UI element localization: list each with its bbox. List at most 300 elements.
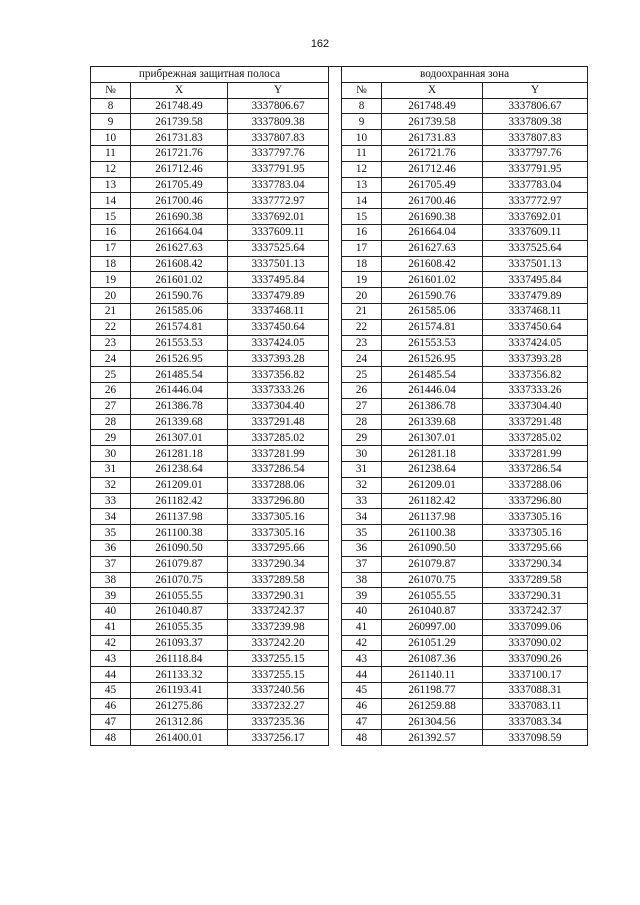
right-cell-number: 40 <box>342 604 382 620</box>
left-cell-y: 3337295.66 <box>228 540 329 556</box>
table-gap <box>329 698 342 714</box>
right-cell-x: 261055.55 <box>382 588 483 604</box>
table-gap <box>329 461 342 477</box>
table-row <box>91 382 588 398</box>
left-cell-x: 261070.75 <box>131 572 228 588</box>
table-gap <box>329 288 342 304</box>
right-cell-x: 261748.49 <box>382 98 483 114</box>
left-header-number: № <box>91 82 131 98</box>
right-cell-number: 25 <box>342 367 382 383</box>
left-cell-x: 261731.83 <box>131 130 228 146</box>
right-cell-y: 3337791.95 <box>483 161 588 177</box>
table-row <box>91 161 588 177</box>
right-cell-x: 261087.36 <box>382 651 483 667</box>
left-cell-x: 261400.01 <box>131 730 228 746</box>
table-gap <box>329 82 342 98</box>
left-cell-y: 3337609.11 <box>228 224 329 240</box>
left-cell-y: 3337290.34 <box>228 556 329 572</box>
left-cell-x: 261721.76 <box>131 145 228 161</box>
table-row <box>91 730 588 746</box>
left-cell-number: 31 <box>91 461 131 477</box>
right-cell-x: 261238.64 <box>382 461 483 477</box>
table-gap <box>329 382 342 398</box>
left-cell-y: 3337450.64 <box>228 319 329 335</box>
table-row <box>91 604 588 620</box>
table-row <box>91 256 588 272</box>
left-cell-number: 29 <box>91 430 131 446</box>
right-cell-number: 30 <box>342 446 382 462</box>
left-cell-y: 3337692.01 <box>228 209 329 225</box>
left-cell-x: 261553.53 <box>131 335 228 351</box>
right-cell-number: 12 <box>342 161 382 177</box>
left-cell-y: 3337285.02 <box>228 430 329 446</box>
left-cell-number: 24 <box>91 351 131 367</box>
left-cell-x: 261627.63 <box>131 240 228 256</box>
left-cell-x: 261133.32 <box>131 667 228 683</box>
left-cell-number: 12 <box>91 161 131 177</box>
table-gap <box>329 130 342 146</box>
left-cell-y: 3337255.15 <box>228 667 329 683</box>
table-row <box>91 367 588 383</box>
left-cell-x: 261238.64 <box>131 461 228 477</box>
left-cell-x: 261040.87 <box>131 604 228 620</box>
left-cell-x: 261312.86 <box>131 714 228 730</box>
right-cell-y: 3337468.11 <box>483 303 588 319</box>
table-gap <box>329 177 342 193</box>
right-cell-x: 261705.49 <box>382 177 483 193</box>
right-cell-y: 3337090.02 <box>483 635 588 651</box>
table-gap <box>329 588 342 604</box>
left-cell-number: 41 <box>91 619 131 635</box>
left-cell-number: 13 <box>91 177 131 193</box>
table-row <box>91 667 588 683</box>
left-cell-x: 261118.84 <box>131 651 228 667</box>
table-row <box>91 224 588 240</box>
left-cell-y: 3337240.56 <box>228 683 329 699</box>
right-cell-x: 261585.06 <box>382 303 483 319</box>
table-row <box>91 114 588 130</box>
right-cell-y: 3337281.99 <box>483 446 588 462</box>
right-cell-y: 3337290.34 <box>483 556 588 572</box>
left-table-title: прибрежная защитная полоса <box>91 67 329 83</box>
right-cell-number: 13 <box>342 177 382 193</box>
right-cell-y: 3337692.01 <box>483 209 588 225</box>
table-gap <box>329 509 342 525</box>
right-cell-x: 261553.53 <box>382 335 483 351</box>
left-cell-number: 43 <box>91 651 131 667</box>
right-cell-number: 33 <box>342 493 382 509</box>
right-cell-x: 261100.38 <box>382 525 483 541</box>
left-cell-y: 3337525.64 <box>228 240 329 256</box>
left-cell-y: 3337356.82 <box>228 367 329 383</box>
right-cell-number: 45 <box>342 683 382 699</box>
right-cell-number: 47 <box>342 714 382 730</box>
table-gap <box>329 635 342 651</box>
right-cell-y: 3337295.66 <box>483 540 588 556</box>
right-cell-x: 261281.18 <box>382 446 483 462</box>
right-cell-x: 261040.87 <box>382 604 483 620</box>
right-cell-y: 3337609.11 <box>483 224 588 240</box>
left-cell-number: 18 <box>91 256 131 272</box>
left-cell-number: 39 <box>91 588 131 604</box>
right-cell-x: 261307.01 <box>382 430 483 446</box>
table-row <box>91 430 588 446</box>
table-gap <box>329 256 342 272</box>
right-cell-x: 261608.42 <box>382 256 483 272</box>
left-cell-number: 28 <box>91 414 131 430</box>
right-cell-y: 3337305.16 <box>483 525 588 541</box>
table-row <box>91 556 588 572</box>
right-cell-number: 9 <box>342 114 382 130</box>
right-cell-x: 261731.83 <box>382 130 483 146</box>
right-cell-number: 31 <box>342 461 382 477</box>
right-cell-x: 261051.29 <box>382 635 483 651</box>
table-gap <box>329 477 342 493</box>
table-gap <box>329 651 342 667</box>
left-cell-number: 11 <box>91 145 131 161</box>
right-cell-number: 24 <box>342 351 382 367</box>
right-header-number: № <box>342 82 382 98</box>
table-row <box>91 398 588 414</box>
left-cell-x: 261574.81 <box>131 319 228 335</box>
left-cell-number: 8 <box>91 98 131 114</box>
right-cell-y: 3337424.05 <box>483 335 588 351</box>
table-row <box>91 619 588 635</box>
right-cell-number: 21 <box>342 303 382 319</box>
left-header-y: Y <box>228 82 329 98</box>
right-cell-x: 261574.81 <box>382 319 483 335</box>
right-cell-y: 3337098.59 <box>483 730 588 746</box>
right-cell-y: 3337495.84 <box>483 272 588 288</box>
left-cell-y: 3337305.16 <box>228 525 329 541</box>
left-cell-y: 3337286.54 <box>228 461 329 477</box>
right-cell-y: 3337090.26 <box>483 651 588 667</box>
left-cell-x: 261339.68 <box>131 414 228 430</box>
left-cell-y: 3337807.83 <box>228 130 329 146</box>
right-cell-y: 3337289.58 <box>483 572 588 588</box>
left-cell-y: 3337797.76 <box>228 145 329 161</box>
table-gap <box>329 193 342 209</box>
table-row <box>91 145 588 161</box>
left-cell-number: 46 <box>91 698 131 714</box>
left-cell-y: 3337289.58 <box>228 572 329 588</box>
right-cell-y: 3337100.17 <box>483 667 588 683</box>
right-cell-number: 14 <box>342 193 382 209</box>
right-cell-y: 3337450.64 <box>483 319 588 335</box>
table-gap <box>329 114 342 130</box>
table-gap <box>329 446 342 462</box>
right-cell-number: 39 <box>342 588 382 604</box>
table-row <box>91 272 588 288</box>
left-cell-y: 3337296.80 <box>228 493 329 509</box>
left-cell-x: 261705.49 <box>131 177 228 193</box>
table-row <box>91 683 588 699</box>
table-row <box>91 130 588 146</box>
left-cell-number: 9 <box>91 114 131 130</box>
left-cell-number: 47 <box>91 714 131 730</box>
left-cell-x: 261100.38 <box>131 525 228 541</box>
table-gap <box>329 604 342 620</box>
table-row <box>91 414 588 430</box>
left-cell-x: 261664.04 <box>131 224 228 240</box>
right-cell-number: 38 <box>342 572 382 588</box>
table-gap <box>329 240 342 256</box>
table-gap <box>329 398 342 414</box>
table-row <box>91 177 588 193</box>
right-cell-x: 261137.98 <box>382 509 483 525</box>
left-cell-y: 3337239.98 <box>228 619 329 635</box>
table-gap <box>329 525 342 541</box>
table-row <box>91 588 588 604</box>
left-cell-x: 261182.42 <box>131 493 228 509</box>
right-cell-x: 261690.38 <box>382 209 483 225</box>
right-cell-y: 3337304.40 <box>483 398 588 414</box>
left-cell-number: 27 <box>91 398 131 414</box>
right-cell-x: 261739.58 <box>382 114 483 130</box>
table-header-row <box>91 82 588 98</box>
table-row <box>91 461 588 477</box>
left-cell-number: 20 <box>91 288 131 304</box>
left-cell-number: 23 <box>91 335 131 351</box>
left-cell-x: 261137.98 <box>131 509 228 525</box>
left-cell-number: 32 <box>91 477 131 493</box>
right-cell-x: 260997.00 <box>382 619 483 635</box>
left-cell-y: 3337468.11 <box>228 303 329 319</box>
right-cell-x: 261712.46 <box>382 161 483 177</box>
table-gap <box>329 556 342 572</box>
left-cell-number: 42 <box>91 635 131 651</box>
left-cell-x: 261090.50 <box>131 540 228 556</box>
left-cell-y: 3337242.20 <box>228 635 329 651</box>
right-cell-x: 261386.78 <box>382 398 483 414</box>
left-cell-y: 3337256.17 <box>228 730 329 746</box>
left-cell-x: 261307.01 <box>131 430 228 446</box>
left-cell-number: 48 <box>91 730 131 746</box>
table-gap <box>329 319 342 335</box>
right-cell-x: 261664.04 <box>382 224 483 240</box>
table-gap <box>329 493 342 509</box>
left-cell-y: 3337232.27 <box>228 698 329 714</box>
right-cell-x: 261627.63 <box>382 240 483 256</box>
left-cell-x: 261193.41 <box>131 683 228 699</box>
table-row <box>91 651 588 667</box>
left-cell-y: 3337501.13 <box>228 256 329 272</box>
right-cell-y: 3337806.67 <box>483 98 588 114</box>
right-cell-x: 261721.76 <box>382 145 483 161</box>
right-cell-number: 22 <box>342 319 382 335</box>
table-gap <box>329 572 342 588</box>
left-cell-y: 3337783.04 <box>228 177 329 193</box>
table-row <box>91 240 588 256</box>
left-cell-x: 261712.46 <box>131 161 228 177</box>
right-cell-x: 261392.57 <box>382 730 483 746</box>
left-cell-y: 3337255.15 <box>228 651 329 667</box>
right-cell-x: 261140.11 <box>382 667 483 683</box>
left-cell-y: 3337393.28 <box>228 351 329 367</box>
right-cell-y: 3337288.06 <box>483 477 588 493</box>
table-row <box>91 303 588 319</box>
right-cell-y: 3337088.31 <box>483 683 588 699</box>
left-cell-y: 3337333.26 <box>228 382 329 398</box>
table-gap <box>329 414 342 430</box>
table-gap <box>329 367 342 383</box>
right-table-title: водоохранная зона <box>342 67 588 83</box>
left-cell-x: 261446.04 <box>131 382 228 398</box>
right-cell-number: 26 <box>342 382 382 398</box>
table-gap <box>329 224 342 240</box>
left-cell-x: 261585.06 <box>131 303 228 319</box>
left-cell-number: 38 <box>91 572 131 588</box>
left-cell-x: 261748.49 <box>131 98 228 114</box>
table-row <box>91 209 588 225</box>
right-cell-number: 27 <box>342 398 382 414</box>
table-gap <box>329 335 342 351</box>
right-cell-y: 3337809.38 <box>483 114 588 130</box>
table-gap <box>329 351 342 367</box>
right-cell-y: 3337393.28 <box>483 351 588 367</box>
left-cell-x: 261608.42 <box>131 256 228 272</box>
table-gap <box>329 430 342 446</box>
right-cell-number: 37 <box>342 556 382 572</box>
table-gap <box>329 714 342 730</box>
right-cell-x: 261259.88 <box>382 698 483 714</box>
left-cell-number: 16 <box>91 224 131 240</box>
table-gap <box>329 209 342 225</box>
left-cell-x: 261526.95 <box>131 351 228 367</box>
left-cell-number: 36 <box>91 540 131 556</box>
left-cell-y: 3337288.06 <box>228 477 329 493</box>
left-cell-x: 261055.55 <box>131 588 228 604</box>
left-cell-number: 45 <box>91 683 131 699</box>
right-cell-y: 3337783.04 <box>483 177 588 193</box>
left-cell-y: 3337424.05 <box>228 335 329 351</box>
left-cell-number: 30 <box>91 446 131 462</box>
left-cell-y: 3337495.84 <box>228 272 329 288</box>
left-cell-y: 3337479.89 <box>228 288 329 304</box>
left-cell-number: 25 <box>91 367 131 383</box>
right-cell-x: 261700.46 <box>382 193 483 209</box>
right-cell-y: 3337083.11 <box>483 698 588 714</box>
left-cell-x: 261275.86 <box>131 698 228 714</box>
left-cell-x: 261079.87 <box>131 556 228 572</box>
coordinates-table <box>90 66 588 746</box>
right-cell-y: 3337083.34 <box>483 714 588 730</box>
right-cell-y: 3337296.80 <box>483 493 588 509</box>
right-cell-number: 46 <box>342 698 382 714</box>
right-cell-x: 261446.04 <box>382 382 483 398</box>
left-cell-number: 37 <box>91 556 131 572</box>
table-title-row <box>91 67 588 83</box>
left-cell-y: 3337291.48 <box>228 414 329 430</box>
left-cell-number: 21 <box>91 303 131 319</box>
left-cell-y: 3337242.37 <box>228 604 329 620</box>
left-header-x: X <box>131 82 228 98</box>
right-cell-x: 261601.02 <box>382 272 483 288</box>
left-cell-number: 26 <box>91 382 131 398</box>
left-cell-x: 261739.58 <box>131 114 228 130</box>
table-row <box>91 572 588 588</box>
right-cell-number: 36 <box>342 540 382 556</box>
left-cell-y: 3337305.16 <box>228 509 329 525</box>
right-cell-number: 34 <box>342 509 382 525</box>
table-gap <box>329 98 342 114</box>
right-cell-x: 261485.54 <box>382 367 483 383</box>
table-row <box>91 635 588 651</box>
right-header-y: Y <box>483 82 588 98</box>
right-cell-x: 261198.77 <box>382 683 483 699</box>
table-gap <box>329 667 342 683</box>
left-cell-x: 261386.78 <box>131 398 228 414</box>
left-cell-y: 3337809.38 <box>228 114 329 130</box>
right-cell-number: 11 <box>342 145 382 161</box>
table-row <box>91 698 588 714</box>
table-row <box>91 193 588 209</box>
table-row <box>91 288 588 304</box>
right-header-x: X <box>382 82 483 98</box>
left-cell-x: 261055.35 <box>131 619 228 635</box>
table-row <box>91 446 588 462</box>
right-cell-y: 3337501.13 <box>483 256 588 272</box>
right-cell-x: 261070.75 <box>382 572 483 588</box>
left-cell-x: 261209.01 <box>131 477 228 493</box>
right-cell-number: 10 <box>342 130 382 146</box>
left-cell-x: 261601.02 <box>131 272 228 288</box>
right-cell-x: 261526.95 <box>382 351 483 367</box>
right-cell-y: 3337242.37 <box>483 604 588 620</box>
table-gap <box>329 683 342 699</box>
left-cell-number: 33 <box>91 493 131 509</box>
right-cell-y: 3337290.31 <box>483 588 588 604</box>
right-cell-x: 261090.50 <box>382 540 483 556</box>
table-row <box>91 714 588 730</box>
right-cell-number: 16 <box>342 224 382 240</box>
right-cell-number: 20 <box>342 288 382 304</box>
right-cell-number: 32 <box>342 477 382 493</box>
right-cell-number: 28 <box>342 414 382 430</box>
right-cell-x: 261339.68 <box>382 414 483 430</box>
left-cell-number: 22 <box>91 319 131 335</box>
left-cell-x: 261093.37 <box>131 635 228 651</box>
right-cell-number: 19 <box>342 272 382 288</box>
right-cell-number: 43 <box>342 651 382 667</box>
left-cell-x: 261700.46 <box>131 193 228 209</box>
table-gap <box>329 272 342 288</box>
table-row <box>91 477 588 493</box>
right-cell-number: 42 <box>342 635 382 651</box>
left-cell-number: 14 <box>91 193 131 209</box>
right-cell-y: 3337333.26 <box>483 382 588 398</box>
table-gap <box>329 303 342 319</box>
table-gap <box>329 145 342 161</box>
table-gap <box>329 161 342 177</box>
left-cell-y: 3337290.31 <box>228 588 329 604</box>
left-cell-y: 3337791.95 <box>228 161 329 177</box>
right-cell-y: 3337797.76 <box>483 145 588 161</box>
right-cell-y: 3337286.54 <box>483 461 588 477</box>
left-cell-number: 35 <box>91 525 131 541</box>
left-cell-y: 3337235.36 <box>228 714 329 730</box>
table-row <box>91 335 588 351</box>
table-row <box>91 525 588 541</box>
left-cell-number: 10 <box>91 130 131 146</box>
right-cell-number: 23 <box>342 335 382 351</box>
table-row <box>91 493 588 509</box>
left-cell-number: 19 <box>91 272 131 288</box>
table-gap <box>329 619 342 635</box>
table-row <box>91 540 588 556</box>
right-cell-y: 3337356.82 <box>483 367 588 383</box>
right-cell-x: 261079.87 <box>382 556 483 572</box>
